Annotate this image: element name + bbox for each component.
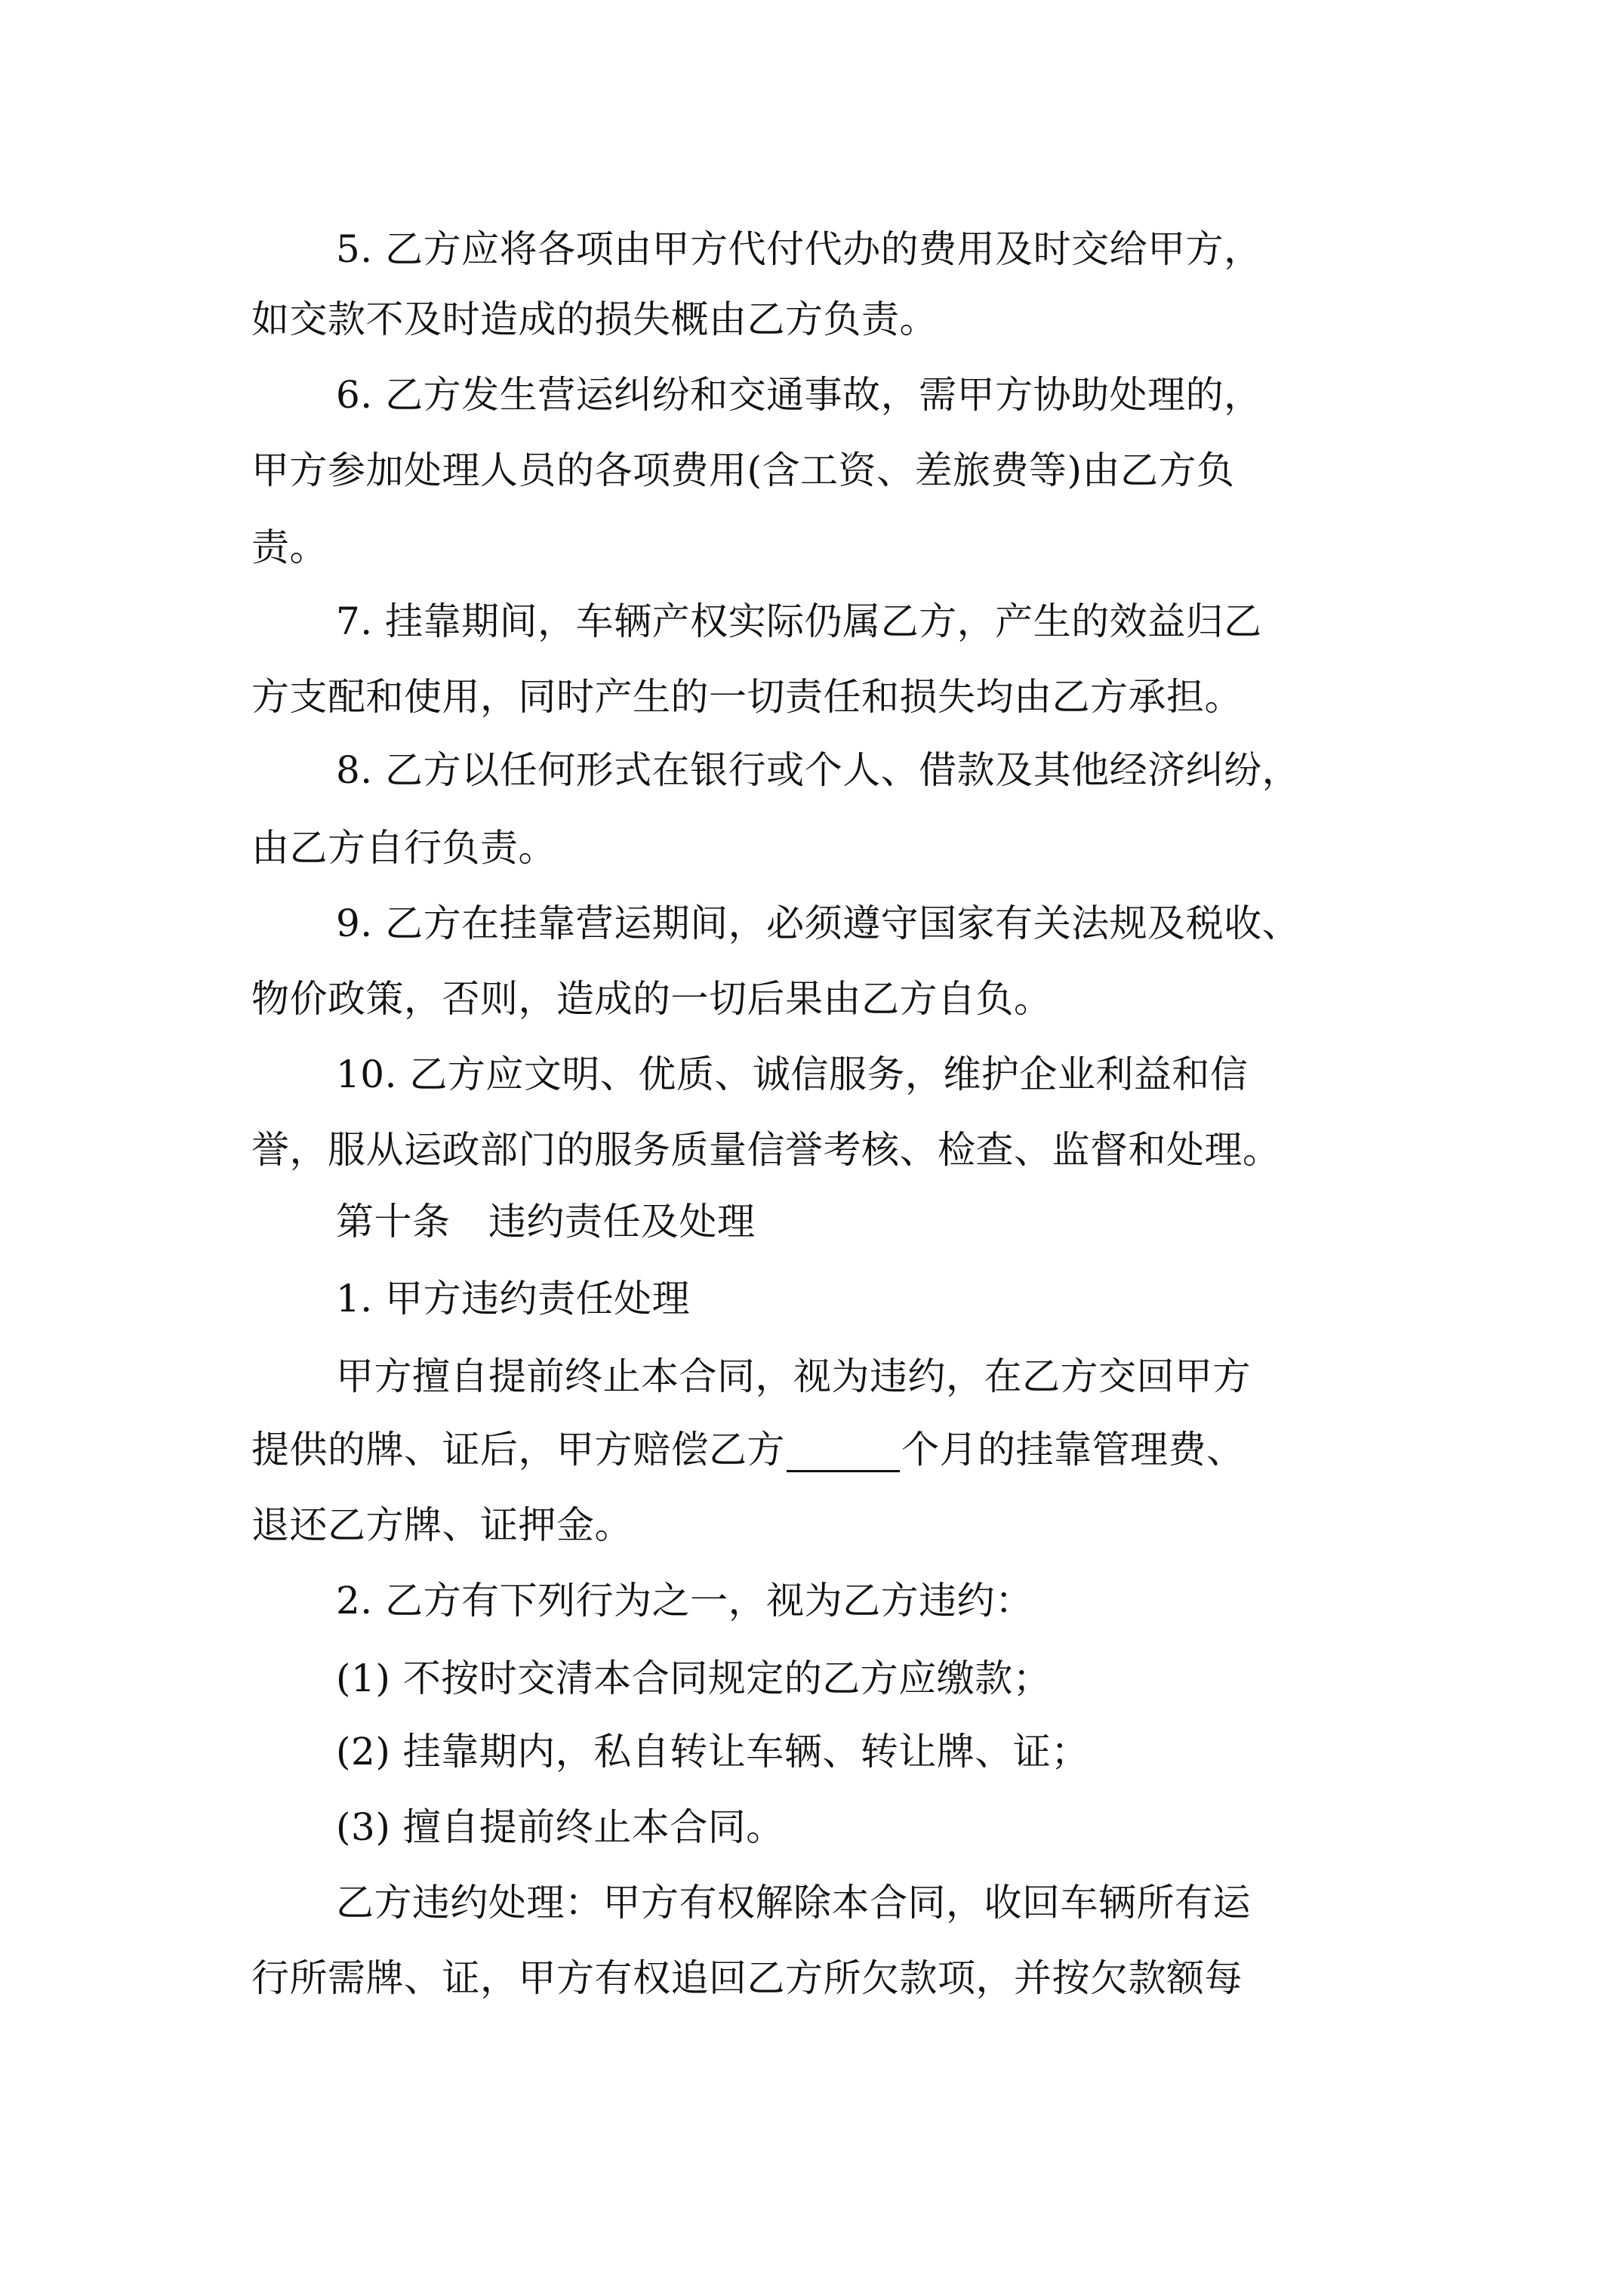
list-item: (1) 不按时交清本合同规定的乙方应缴款；: [336, 1657, 1052, 1700]
text-line: 7. 挂靠期间，车辆产权实际仍属乙方，产生的效益归乙: [336, 599, 1262, 643]
text-line: 方支配和使用，同时产生的一切责任和损失均由乙方承担。: [251, 675, 1243, 719]
text-line: 6. 乙方发生营运纠纷和交通事故，需甲方协助处理的，: [336, 373, 1262, 417]
fill-in-blank: [787, 1434, 900, 1472]
text-line: 9. 乙方在挂靠营运期间，必须遵守国家有关法规及税收、: [336, 901, 1301, 945]
text-line: 乙方违约处理：甲方有权解除本合同，收回车辆所有运: [336, 1881, 1251, 1925]
section-heading: 第十条 违约责任及处理: [336, 1200, 756, 1244]
text-line: 行所需牌、证，甲方有权追回乙方所欠款项，并按欠款额每: [251, 1956, 1243, 2000]
text-line-with-blank: [251, 1427, 1245, 1472]
text-line: 誉，服从运政部门的服务质量信誉考核、检查、监督和处理。: [251, 1128, 1281, 1172]
text-line: 5. 乙方应将各项由甲方代付代办的费用及时交给甲方，: [336, 227, 1262, 271]
text-line: 1. 甲方违约责任处理: [336, 1277, 691, 1321]
text-line: 退还乙方牌、证押金。: [251, 1503, 633, 1547]
text-line: 2. 乙方有下列行为之一，视为乙方违约：: [336, 1579, 1033, 1623]
text-line: 8. 乙方以任何形式在银行或个人、借款及其他经济纠纷，: [336, 748, 1301, 792]
text-line: 甲方参加处理人员的各项费用(含工资、差旅费等)由乙方负: [251, 448, 1235, 492]
text-line: 甲方擅自提前终止本合同，视为违约，在乙方交回甲方: [336, 1354, 1251, 1398]
list-item: (3) 擅自提前终止本合同。: [336, 1805, 784, 1849]
text-line: 如交款不及时造成的损失概由乙方负责。: [251, 297, 938, 341]
text-line: 物价政策，否则，造成的一切后果由乙方自负。: [251, 977, 1052, 1021]
text-line: 责。: [251, 525, 328, 569]
text-segment: 个月的挂靠管理费、: [901, 1428, 1245, 1472]
text-segment: 提供的牌、证后，甲方赔偿乙方: [251, 1428, 785, 1472]
text-line: 10. 乙方应文明、优质、诚信服务，维护企业利益和信: [336, 1052, 1249, 1096]
text-line: 由乙方自行负责。: [251, 826, 556, 870]
list-item: (2) 挂靠期内，私自转让车辆、转让牌、证；: [336, 1730, 1089, 1774]
